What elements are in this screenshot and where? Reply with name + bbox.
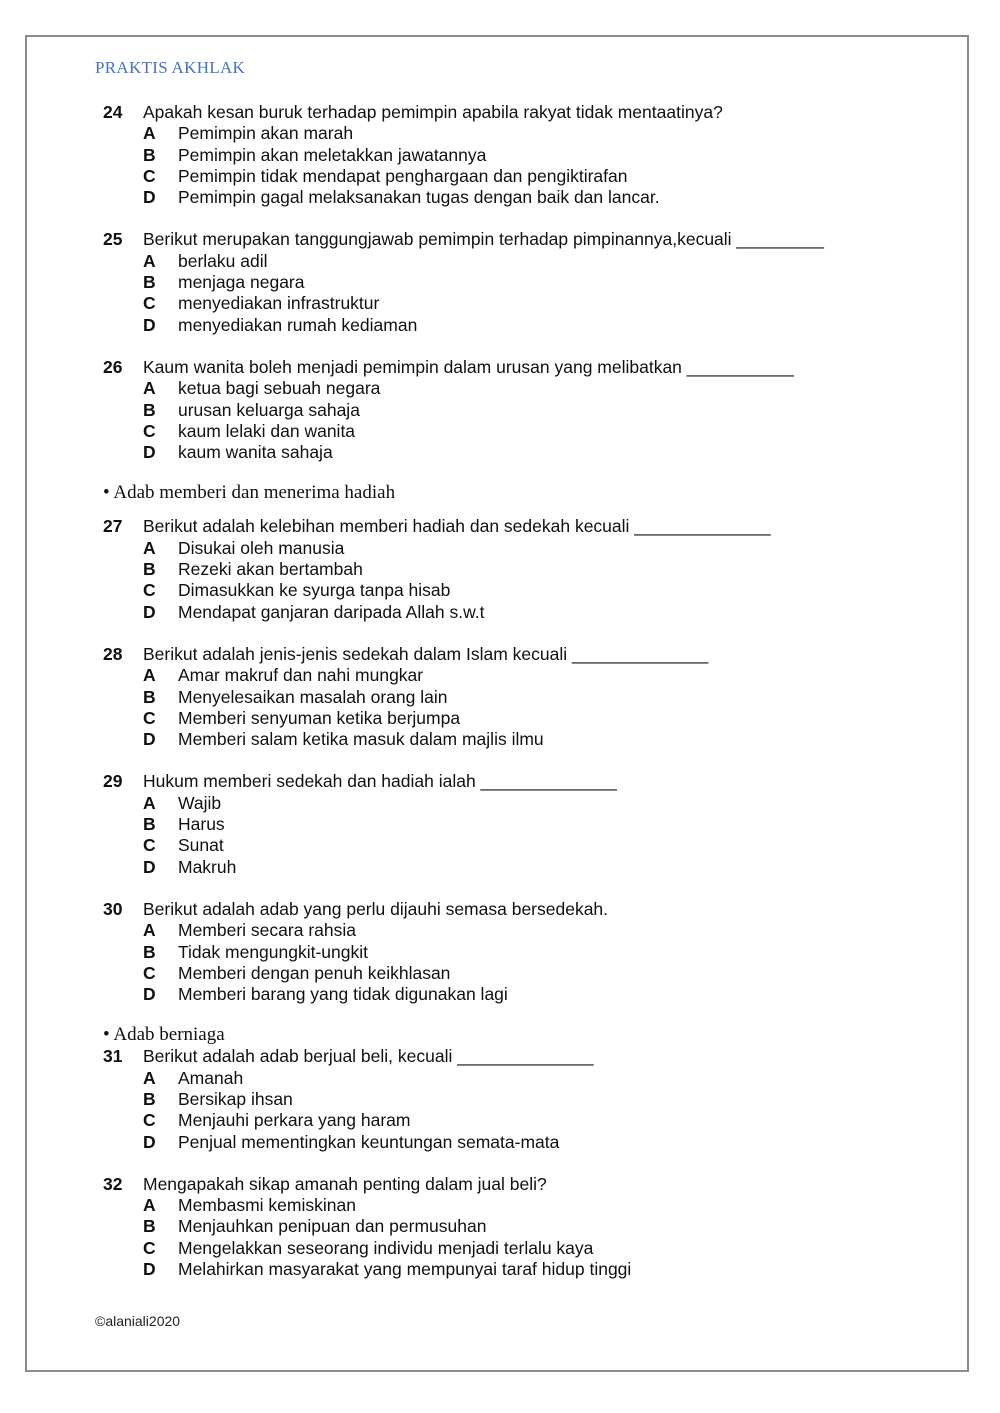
- option-b[interactable]: [103, 145, 903, 166]
- option-a[interactable]: [103, 920, 903, 941]
- option-letter: D: [143, 984, 156, 1005]
- question-text: Berikut merupakan tanggungjawab pemimpin terhadap pimpinannya,kecuali _________: [143, 229, 825, 250]
- option-b[interactable]: [103, 400, 903, 421]
- option-c[interactable]: [103, 421, 903, 442]
- option-b[interactable]: [103, 272, 903, 293]
- option-text: Sunat: [178, 835, 224, 856]
- option-a[interactable]: [103, 538, 903, 559]
- option-text: Wajib: [178, 792, 222, 813]
- option-text: Harus: [178, 814, 225, 835]
- option-text: Melahirkan masyarakat yang mempunyai taraf hidup tinggi: [178, 1259, 632, 1280]
- option-text: Bersikap ihsan: [178, 1088, 293, 1109]
- question-number: 32: [103, 1173, 123, 1194]
- option-letter: B: [143, 814, 156, 835]
- option-text: Memberi barang yang tidak digunakan lagi: [178, 984, 508, 1005]
- option-d[interactable]: [103, 187, 903, 208]
- option-text: ketua bagi sebuah negara: [178, 378, 381, 399]
- option-text: kaum wanita sahaja: [178, 442, 333, 463]
- option-b[interactable]: [103, 942, 903, 963]
- question-text: Berikut adalah kelebihan memberi hadiah dan sedekah kecuali ______________: [143, 516, 771, 537]
- option-a[interactable]: [103, 378, 903, 399]
- option-c[interactable]: [103, 835, 903, 856]
- option-letter: C: [143, 707, 156, 728]
- option-a[interactable]: [103, 793, 903, 814]
- option-text: Memberi secara rahsia: [178, 920, 356, 941]
- page-title: PRAKTIS AKHLAK: [95, 58, 246, 77]
- option-letter: C: [143, 962, 156, 983]
- question-32: [103, 1174, 903, 1280]
- option-letter: D: [143, 1259, 156, 1280]
- option-letter: A: [143, 792, 156, 813]
- option-text: urusan keluarga sahaja: [178, 399, 360, 420]
- question-text: Apakah kesan buruk terhadap pemimpin apabila rakyat tidak mentaatinya?: [143, 102, 723, 122]
- option-text: Rezeki akan bertambah: [178, 559, 363, 580]
- option-letter: A: [143, 123, 156, 144]
- option-c[interactable]: [103, 1238, 903, 1259]
- option-letter: A: [143, 250, 156, 271]
- option-a[interactable]: [103, 1068, 903, 1089]
- option-text: Memberi senyuman ketika berjumpa: [178, 707, 461, 728]
- option-c[interactable]: [103, 963, 903, 984]
- option-letter: B: [143, 272, 156, 293]
- option-text: Pemimpin tidak mendapat penghargaan dan pengiktirafan: [178, 165, 628, 186]
- question-27: [103, 516, 903, 622]
- option-text: Pemimpin akan meletakkan jawatannya: [178, 144, 487, 165]
- option-d[interactable]: [103, 857, 903, 878]
- option-b[interactable]: [103, 687, 903, 708]
- option-letter: C: [143, 1110, 156, 1131]
- option-letter: B: [143, 1216, 156, 1237]
- option-text: menjaga negara: [178, 272, 305, 293]
- question-number: 24: [103, 102, 123, 122]
- option-letter: A: [143, 665, 156, 686]
- option-d[interactable]: [103, 442, 903, 463]
- question-number: 29: [103, 771, 123, 792]
- option-text: Disukai oleh manusia: [178, 537, 345, 558]
- option-letter: A: [143, 537, 156, 558]
- option-text: Amanah: [178, 1067, 244, 1088]
- option-letter: B: [143, 941, 156, 962]
- question-number: 26: [103, 356, 123, 377]
- option-text: Menyelesaikan masalah orang lain: [178, 686, 448, 707]
- option-letter: C: [143, 1237, 156, 1258]
- option-letter: A: [143, 920, 156, 941]
- question-text: Berikut adalah jenis-jenis sedekah dalam Islam kecuali ______________: [143, 643, 709, 664]
- option-letter: A: [143, 1067, 156, 1088]
- option-c[interactable]: [103, 1110, 903, 1131]
- question-number: 27: [103, 516, 123, 537]
- option-text: Membasmi kemiskinan: [178, 1195, 356, 1216]
- question-number: 25: [103, 229, 123, 250]
- option-text: Memberi salam ketika masuk dalam majlis ilmu: [178, 729, 544, 750]
- option-letter: D: [143, 442, 156, 463]
- question-31: [103, 1046, 903, 1152]
- option-text: Menjauhi perkara yang haram: [178, 1110, 411, 1131]
- option-text: Penjual mementingkan keuntungan semata-mata: [178, 1131, 560, 1152]
- question-30: [103, 899, 903, 1005]
- option-letter: C: [143, 165, 156, 186]
- question-text: Hukum memberi sedekah dan hadiah ialah ______________: [143, 771, 617, 792]
- question-28: [103, 644, 903, 750]
- option-text: Pemimpin akan marah: [178, 123, 354, 144]
- question-text: Berikut adalah adab yang perlu dijauhi semasa bersedekah.: [143, 898, 609, 919]
- option-c[interactable]: [103, 293, 903, 314]
- option-d[interactable]: [103, 984, 903, 1005]
- option-d[interactable]: [103, 602, 903, 623]
- option-c[interactable]: [103, 580, 903, 601]
- option-letter: B: [143, 399, 156, 420]
- section-heading-gift: • Adab memberi dan menerima hadiah: [103, 482, 396, 504]
- option-letter: D: [143, 187, 156, 208]
- question-26: [103, 357, 903, 463]
- option-d[interactable]: [103, 729, 903, 750]
- option-d[interactable]: [103, 1259, 903, 1280]
- question-text: Berikut adalah adab berjual beli, kecuali ______________: [143, 1046, 594, 1067]
- option-letter: B: [143, 144, 156, 165]
- option-letter: C: [143, 580, 156, 601]
- option-text: menyediakan rumah kediaman: [178, 314, 418, 335]
- option-text: Tidak mengungkit-ungkit: [178, 941, 369, 962]
- section-heading-trade: • Adab berniaga: [103, 1024, 225, 1046]
- option-letter: B: [143, 559, 156, 580]
- option-letter: D: [143, 314, 156, 335]
- option-text: Mendapat ganjaran daripada Allah s.w.t: [178, 601, 485, 622]
- question-text: Kaum wanita boleh menjadi pemimpin dalam urusan yang melibatkan ___________: [143, 356, 794, 377]
- option-letter: C: [143, 293, 156, 314]
- option-letter: C: [143, 420, 156, 441]
- question-24: [103, 102, 903, 208]
- question-number: 30: [103, 898, 123, 919]
- option-letter: A: [143, 1195, 156, 1216]
- option-a[interactable]: [103, 251, 903, 272]
- option-letter: D: [143, 856, 156, 877]
- question-text: Mengapakah sikap amanah penting dalam jual beli?: [143, 1173, 547, 1194]
- option-text: berlaku adil: [178, 250, 268, 271]
- option-text: Dimasukkan ke syurga tanpa hisab: [178, 580, 451, 601]
- option-text: Mengelakkan seseorang individu menjadi terlalu kaya: [178, 1237, 594, 1258]
- option-b[interactable]: [103, 1216, 903, 1237]
- option-c[interactable]: [103, 166, 903, 187]
- option-letter: D: [143, 601, 156, 622]
- option-c[interactable]: [103, 708, 903, 729]
- option-text: Pemimpin gagal melaksanakan tugas dengan baik dan lancar.: [178, 187, 660, 208]
- option-text: Memberi dengan penuh keikhlasan: [178, 962, 451, 983]
- option-text: Makruh: [178, 856, 237, 877]
- option-letter: C: [143, 835, 156, 856]
- option-text: Menjauhkan penipuan dan permusuhan: [178, 1216, 487, 1237]
- option-text: menyediakan infrastruktur: [178, 293, 380, 314]
- question-29: [103, 771, 903, 877]
- option-text: Amar makruf dan nahi mungkar: [178, 665, 424, 686]
- option-d[interactable]: [103, 1132, 903, 1153]
- question-number: 31: [103, 1046, 123, 1067]
- question-list: [103, 102, 903, 1301]
- option-a[interactable]: [103, 665, 903, 686]
- option-letter: D: [143, 1131, 156, 1152]
- option-a[interactable]: [103, 1195, 903, 1216]
- option-a[interactable]: [103, 123, 903, 144]
- option-d[interactable]: [103, 315, 903, 336]
- option-letter: A: [143, 378, 156, 399]
- option-text: kaum lelaki dan wanita: [178, 420, 356, 441]
- question-25: [103, 229, 903, 335]
- option-b[interactable]: [103, 559, 903, 580]
- option-letter: B: [143, 686, 156, 707]
- option-b[interactable]: [103, 814, 903, 835]
- question-number: 28: [103, 643, 123, 664]
- option-letter: D: [143, 729, 156, 750]
- option-b[interactable]: [103, 1089, 903, 1110]
- copyright-footer: ©alaniali2020: [95, 1313, 181, 1329]
- option-letter: B: [143, 1088, 156, 1109]
